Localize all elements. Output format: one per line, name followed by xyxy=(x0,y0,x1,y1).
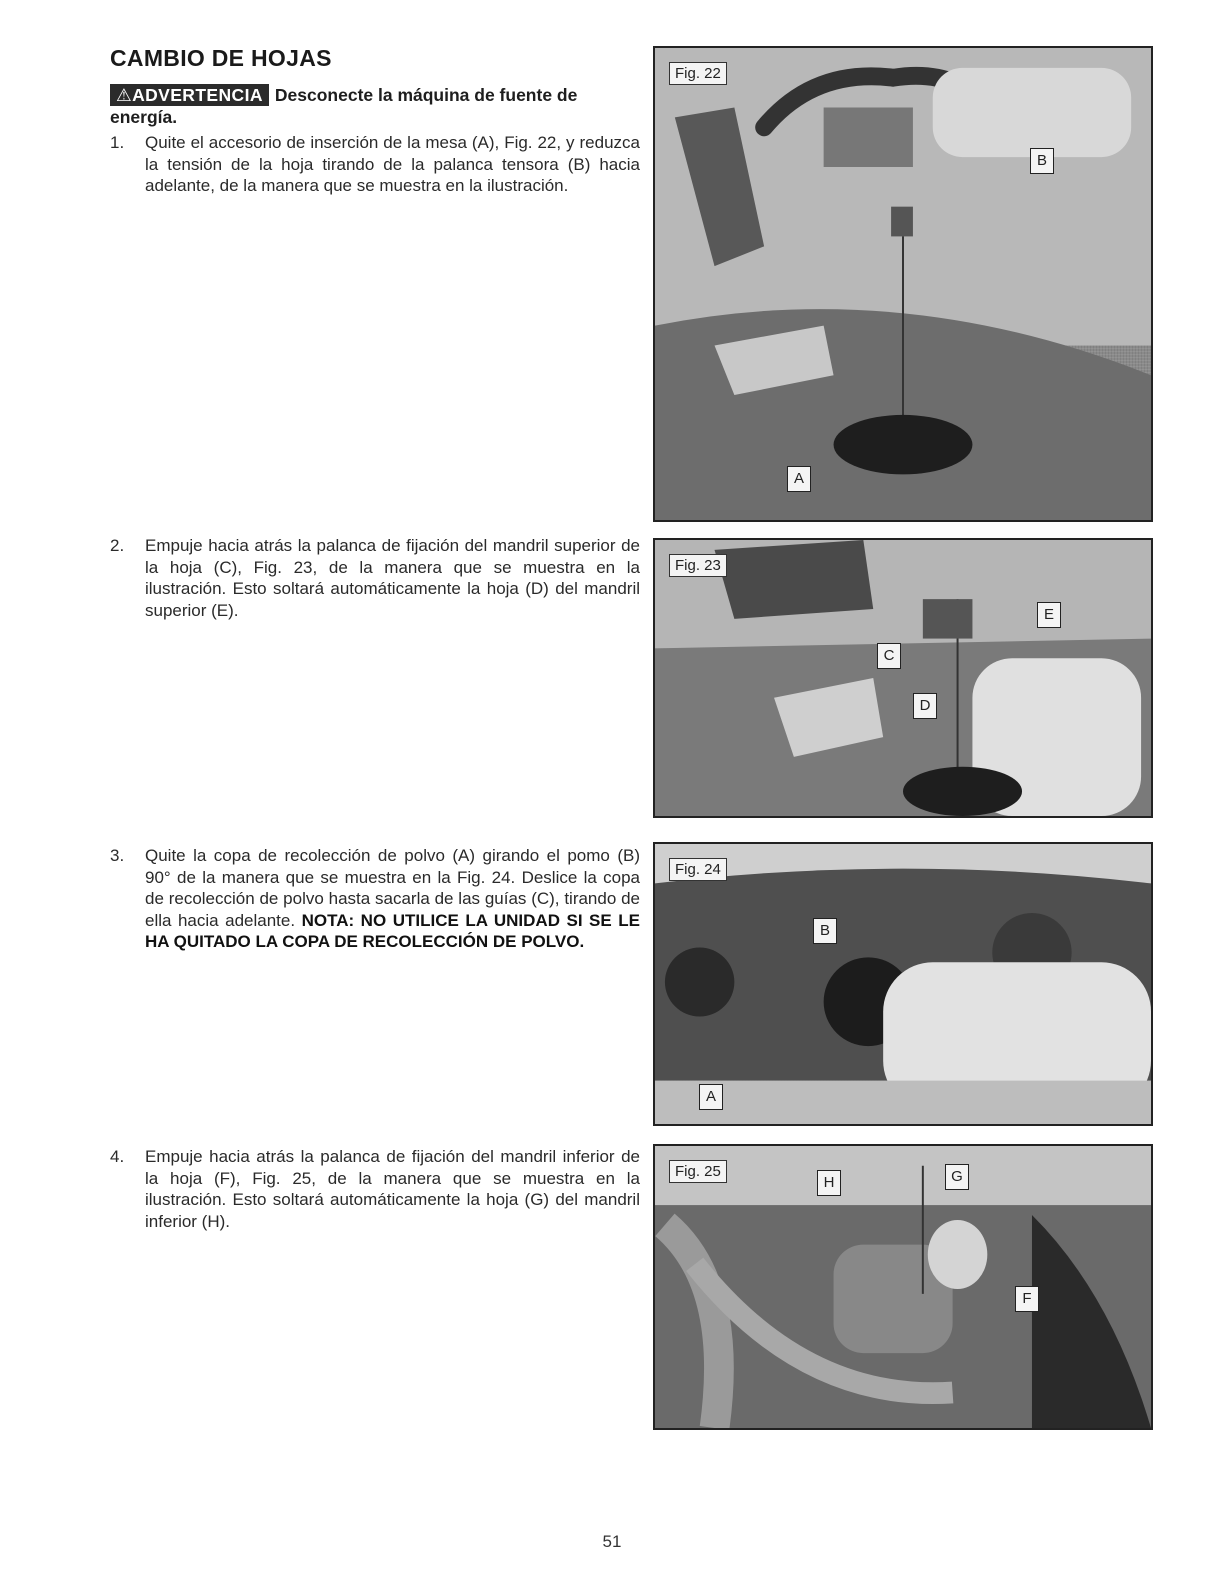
step-text-wrapper xyxy=(145,845,640,953)
callout-d: D xyxy=(913,693,937,719)
photo-illustration xyxy=(655,48,1151,520)
step-note: NOTA: NO UTILICE LA UNIDAD SI SE LE HA QUITADO LA COPA DE RECOLECCIÓN DE POLVO. xyxy=(145,910,640,951)
callout-c: C xyxy=(877,643,901,669)
figure-23 xyxy=(653,538,1153,818)
callout-f: F xyxy=(1015,1286,1039,1312)
callout-b: B xyxy=(813,918,837,944)
step-text: Quite el accesorio de inserción de la mesa (A), Fig. 22, y reduzca la tensión de la hoja tirando de la palanca tensora (B) hacia adelante, de la manera que se muestra en la ilustración. xyxy=(145,133,640,195)
photo-illustration xyxy=(655,1146,1151,1428)
page-number: 51 xyxy=(602,1532,622,1551)
warning-badge: ⚠ADVERTENCIA xyxy=(110,84,269,106)
callout-a: A xyxy=(699,1084,723,1110)
callout-b: B xyxy=(1030,148,1054,174)
step-1 xyxy=(110,132,640,197)
step-3 xyxy=(110,845,640,953)
step-text: Empuje hacia atrás la palanca de fijación del mandril inferior de la hoja (F), Fig. 25, de la manera que se muestra en la ilustración. Esto soltará automáticamente la hoja (G) del mandril inferior (H). xyxy=(145,1147,640,1231)
callout-g: G xyxy=(945,1164,969,1190)
photo-illustration xyxy=(655,540,1151,816)
step-number: 4. xyxy=(110,1147,125,1166)
step-number: 1. xyxy=(110,133,125,152)
step-text: Quite la copa de recolección de polvo (A) girando el pomo (B) 90° de la manera que se muestra en la Fig. 24. Deslice la copa de recolección de polvo hasta sacarla de las guías (C), tirando de ella hacia adelante. xyxy=(145,846,640,930)
figure-22 xyxy=(653,46,1153,522)
step-2 xyxy=(110,535,640,621)
callout-a: A xyxy=(787,466,811,492)
step-text: Empuje hacia atrás la palanca de fijación del mandril superior de la hoja (C), Fig. 23, de la manera que se muestra en la ilustración. Esto soltará automáticamente la hoja (D) del mandril superior (E). xyxy=(145,536,640,620)
callout-h: H xyxy=(817,1170,841,1196)
step-number: 3. xyxy=(110,846,125,865)
figure-label: Fig. 23 xyxy=(669,554,727,577)
warning-line xyxy=(110,84,640,128)
section-title: CAMBIO DE HOJAS xyxy=(110,45,332,71)
figure-24 xyxy=(653,842,1153,1126)
figure-label: Fig. 22 xyxy=(669,62,727,85)
step-number: 2. xyxy=(110,536,125,555)
callout-e: E xyxy=(1037,602,1061,628)
figure-label: Fig. 25 xyxy=(669,1160,727,1183)
photo-illustration xyxy=(655,844,1151,1124)
figure-label: Fig. 24 xyxy=(669,858,727,881)
step-4 xyxy=(110,1146,640,1232)
figure-25 xyxy=(653,1144,1153,1430)
warning-text: Desconecte la máquina de fuente de energía. xyxy=(110,85,578,127)
